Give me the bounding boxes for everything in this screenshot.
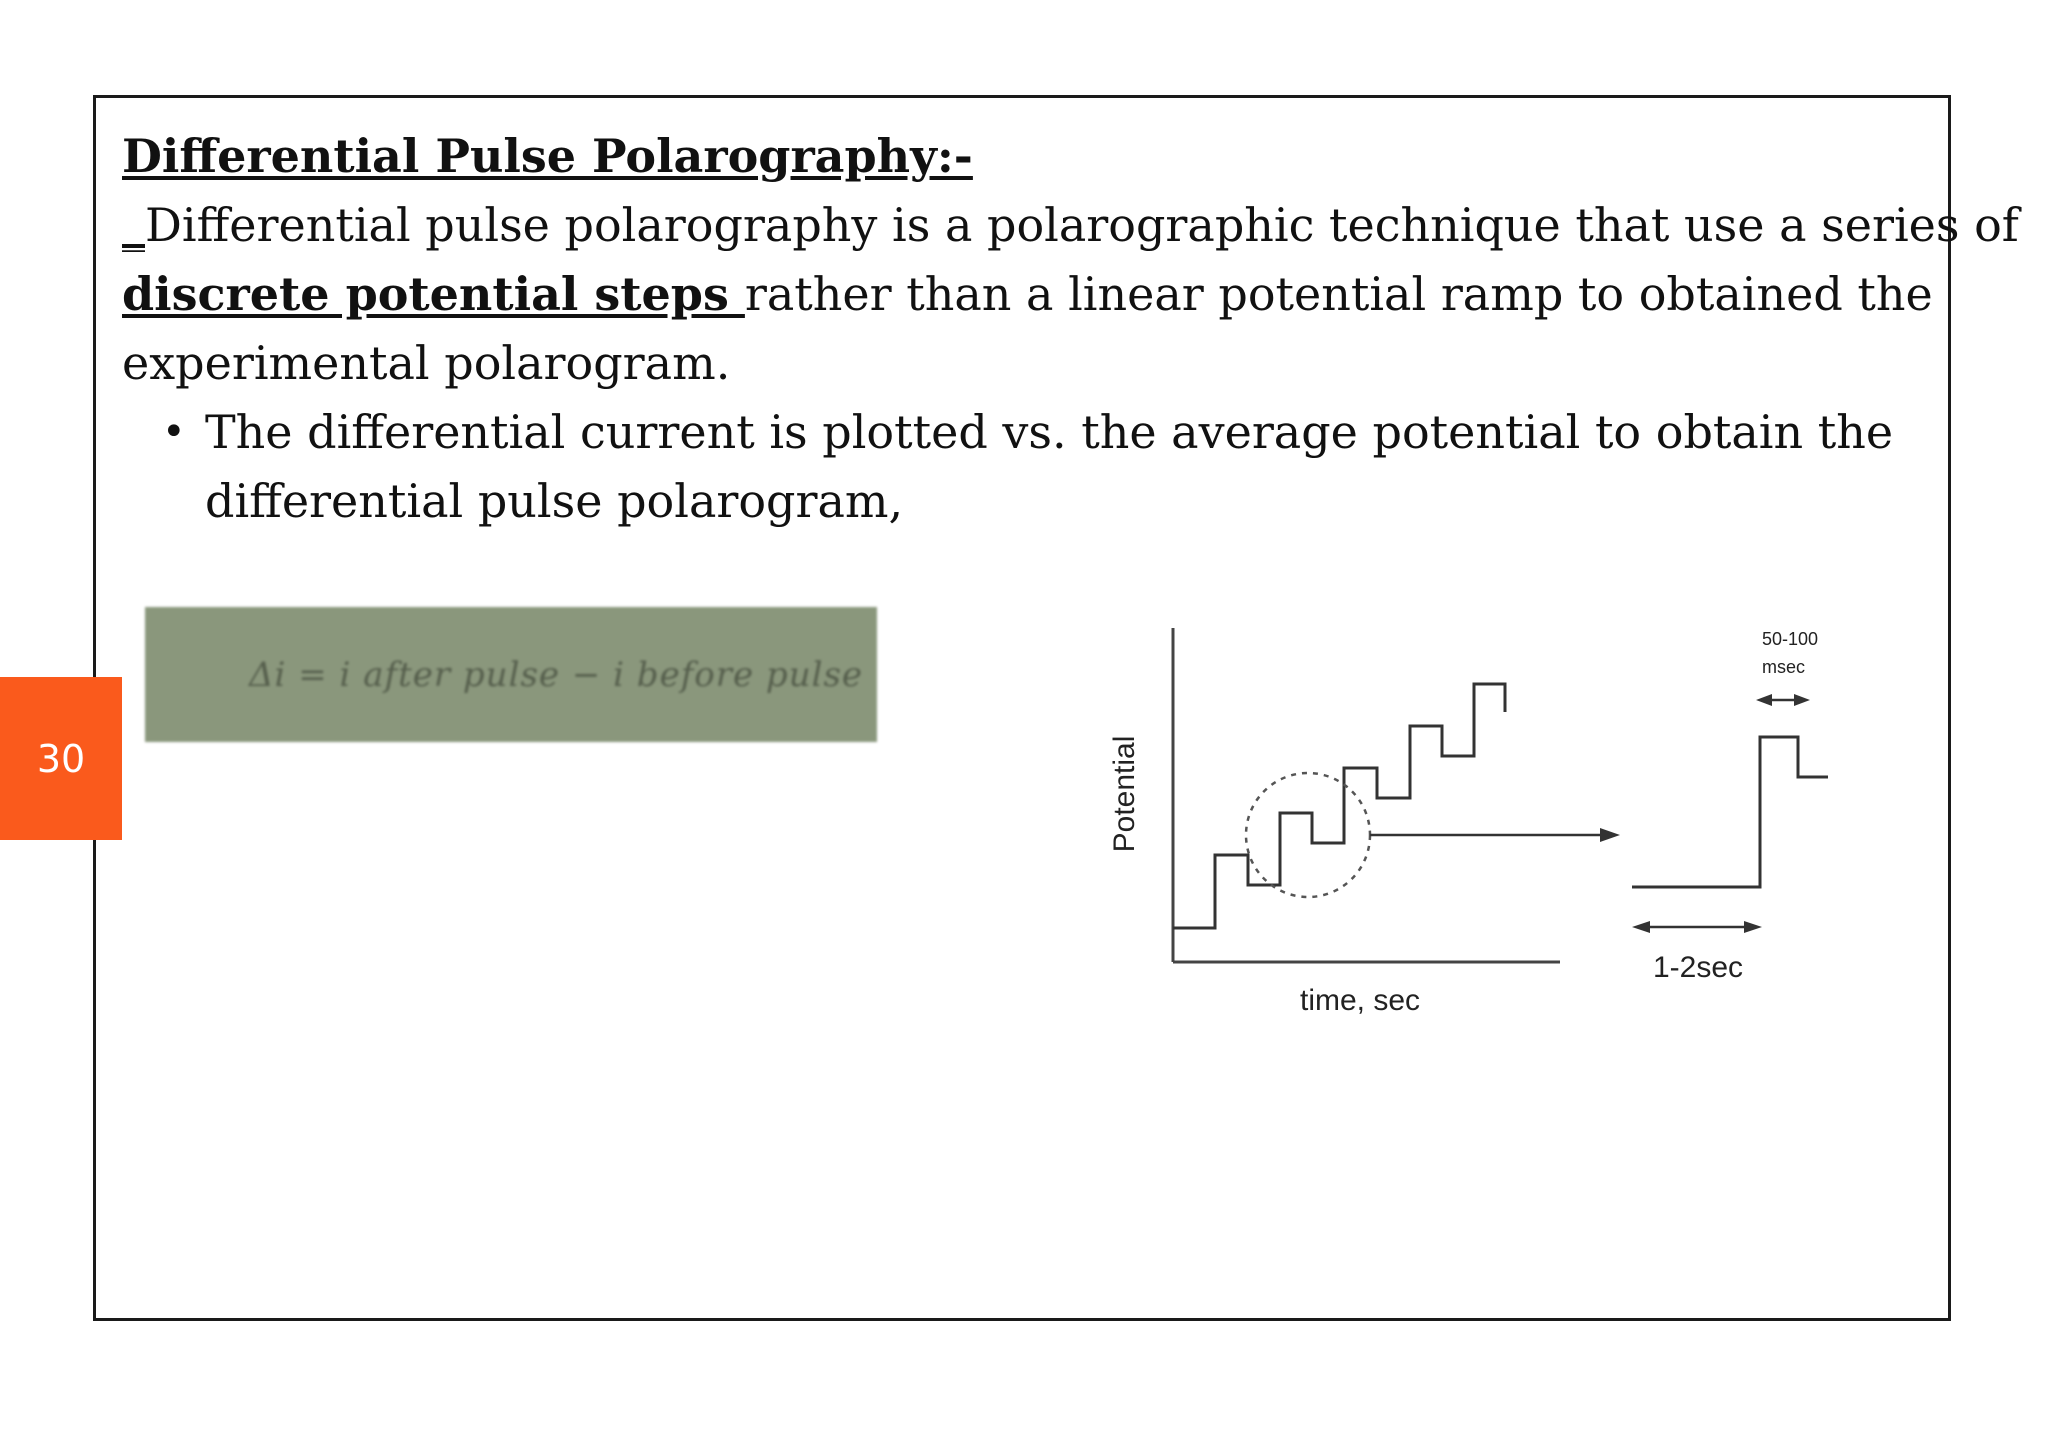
pulse-waveform-diagram: [1080, 600, 1880, 1040]
paragraph-line-2: rather than a linear potential ramp to obtained the: [744, 267, 1933, 321]
bullet-line-1: The differential current is plotted vs. the average potential to obtain the: [205, 405, 1894, 459]
highlight-circle: [1246, 773, 1370, 897]
paragraph-line-1: Differential pulse polarography is a polarographic technique that use a series of: [145, 198, 2019, 252]
emphasis-discrete-steps: discrete potential steps: [122, 267, 745, 321]
period-label: 1-2sec: [1652, 951, 1744, 984]
pulse-width-arrow-right-head: [1794, 694, 1810, 706]
pulse-width-label-1: 50-100: [1762, 629, 1819, 649]
page-number: 30: [36, 736, 86, 781]
intro-paragraph: [122, 191, 2019, 398]
pulse-width-label-2: msec: [1762, 657, 1806, 677]
bullet-list: [122, 398, 1922, 536]
zoom-arrow-head: [1600, 828, 1620, 842]
bullet-item: [122, 398, 1922, 536]
slide-text: [122, 122, 2019, 536]
page-number-badge: [0, 677, 122, 840]
lead-mark: _: [122, 198, 145, 252]
x-axis-label: time, sec: [1299, 984, 1421, 1017]
slide-heading: Differential Pulse Polarography:-: [122, 129, 973, 183]
staircase-waveform: [1173, 684, 1505, 928]
y-axis-label: Potential: [1108, 735, 1141, 853]
formula-image: [145, 607, 877, 742]
formula-text: Δi = i after pulse − i before pulse: [249, 654, 864, 695]
pulse-width-arrow-left-head: [1756, 694, 1772, 706]
paragraph-line-3: experimental polarogram.: [122, 336, 731, 390]
bullet-line-2: differential pulse polarogram,: [205, 474, 904, 528]
period-arrow-left-head: [1632, 921, 1650, 933]
period-arrow-right-head: [1744, 921, 1762, 933]
zoomed-pulse: [1632, 737, 1828, 887]
